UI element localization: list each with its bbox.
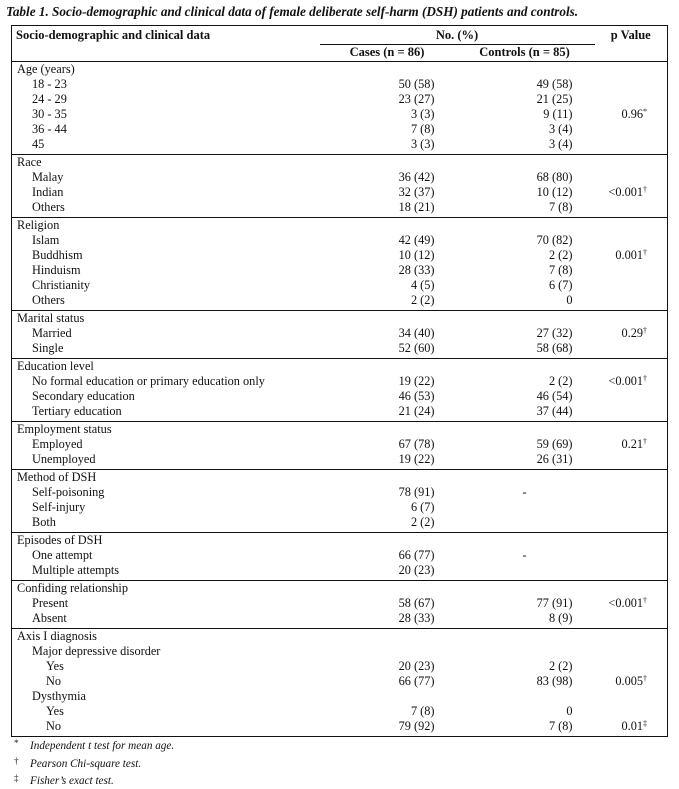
pvalue-cell: [595, 644, 668, 659]
footnote-text: Fisher’s exact test.: [30, 775, 114, 787]
controls-cell: 7 (8): [548, 719, 573, 733]
table-row: [12, 233, 668, 248]
controls-cell: 2 (2): [548, 659, 573, 673]
cases-cell: 19 (22): [398, 374, 435, 388]
table-group: [12, 470, 668, 533]
pvalue-cell: <0.001†: [608, 185, 648, 199]
cases-cell: 20 (23): [398, 563, 435, 577]
table-row: [12, 77, 668, 92]
cases-cell: 3 (3): [410, 107, 435, 121]
pvalue-cell: [595, 92, 668, 107]
table-row: [12, 596, 668, 611]
table-row: [12, 404, 668, 419]
table-row: [12, 248, 668, 263]
pvalue-cell: [595, 704, 668, 719]
table-row: [12, 437, 668, 452]
pvalue-cell: [595, 548, 668, 563]
pvalue-cell: [595, 389, 668, 404]
row-label: Employed: [32, 437, 83, 451]
footnote-mark: *: [14, 738, 19, 748]
cases-cell: 18 (21): [398, 200, 435, 214]
header-pvalue: p Value: [610, 28, 651, 42]
controls-cell: 2 (2): [548, 248, 573, 262]
cases-cell: 19 (22): [398, 452, 435, 466]
table-row: [12, 92, 668, 107]
table-row: [12, 107, 668, 122]
table-row: [12, 389, 668, 404]
cases-cell: 67 (78): [398, 437, 435, 451]
cases-cell: 2 (2): [410, 293, 435, 307]
group-title-row: [12, 533, 668, 549]
cases-cell: 28 (33): [398, 611, 435, 625]
pvalue-cell: [595, 611, 668, 626]
footnote: [14, 736, 174, 754]
pvalue-cell: [595, 689, 668, 704]
table-row: [12, 704, 668, 719]
controls-cell: 3 (4): [548, 122, 573, 136]
table-group: [12, 422, 668, 470]
controls-cell: [455, 689, 595, 704]
table-row: [12, 659, 668, 674]
pvalue-cell: [595, 293, 668, 308]
controls-cell: 2 (2): [548, 374, 573, 388]
header-variable: Socio-demographic and clinical data: [16, 28, 211, 42]
header-cases: Cases (n = 86): [320, 45, 455, 62]
group-title-row: [12, 422, 668, 438]
data-table: [11, 25, 668, 737]
cases-cell: 58 (67): [398, 596, 435, 610]
controls-cell: [455, 644, 595, 659]
controls-cell: 21 (25): [536, 92, 573, 106]
pvalue-cell: 0.96*: [621, 107, 648, 121]
row-label: Self-injury: [32, 500, 86, 514]
pvalue-cell: 0.29†: [621, 326, 648, 340]
table-row: [12, 563, 668, 578]
cases-cell: 28 (33): [398, 263, 435, 277]
row-label: Islam: [32, 233, 60, 247]
pvalue-cell: [595, 77, 668, 92]
row-label: Buddhism: [32, 248, 83, 262]
table-row: [12, 452, 668, 467]
cases-cell: 20 (23): [398, 659, 435, 673]
table-row: [12, 548, 668, 563]
table-row: [12, 122, 668, 137]
controls-cell: 9 (11): [543, 107, 573, 121]
pvalue-cell: [595, 170, 668, 185]
group-title-row: [12, 470, 668, 486]
controls-cell: 37 (44): [536, 404, 573, 418]
row-label: 36 - 44: [32, 122, 67, 136]
footnote-text: Independent t test for mean age.: [30, 740, 175, 752]
footnote: [14, 754, 174, 772]
controls-cell: -: [522, 548, 527, 562]
table-row: [12, 674, 668, 689]
row-label: Tertiary education: [32, 404, 122, 418]
table-row: [12, 326, 668, 341]
pvalue-cell: [595, 515, 668, 530]
pvalue-cell: [595, 659, 668, 674]
table-row: [12, 170, 668, 185]
group-title: Axis I diagnosis: [17, 629, 97, 643]
group-title: Religion: [17, 218, 60, 232]
controls-cell: 49 (58): [536, 77, 573, 91]
group-title: Race: [17, 155, 42, 169]
table-header: [12, 26, 668, 62]
table-row: [12, 719, 668, 734]
controls-cell: 7 (8): [548, 200, 573, 214]
cases-cell: 78 (91): [398, 485, 435, 499]
cases-cell: 66 (77): [398, 674, 435, 688]
table-group: [12, 581, 668, 629]
group-title: Employment status: [17, 422, 112, 436]
cases-cell: 2 (2): [410, 515, 435, 529]
group-title-row: [12, 155, 668, 171]
pvalue-cell: [595, 563, 668, 578]
pvalue-cell: [595, 278, 668, 293]
row-label: 45: [32, 137, 45, 151]
row-label: Present: [32, 596, 69, 610]
row-label: Multiple attempts: [32, 563, 120, 577]
group-title: Method of DSH: [17, 470, 97, 484]
table-row: [12, 185, 668, 200]
table-group: [12, 311, 668, 359]
cases-cell: 6 (7): [410, 500, 435, 514]
table-row: [12, 278, 668, 293]
row-label: One attempt: [32, 548, 93, 562]
controls-cell: 3 (4): [548, 137, 573, 151]
pvalue-cell: [595, 263, 668, 278]
table-group: [12, 533, 668, 581]
controls-cell: 46 (54): [536, 389, 573, 403]
cases-cell: 10 (12): [398, 248, 435, 262]
header-group: No. (%): [435, 28, 479, 42]
row-label: Christianity: [32, 278, 91, 292]
group-title: Education level: [17, 359, 94, 373]
row-label: 30 - 35: [32, 107, 67, 121]
table-row: [12, 644, 668, 659]
table-group: [12, 155, 668, 218]
controls-cell: [455, 500, 595, 515]
row-label: Both: [32, 515, 56, 529]
controls-cell: 27 (32): [536, 326, 573, 340]
pvalue-cell: <0.001†: [608, 596, 648, 610]
pvalue-cell: 0.01‡: [621, 719, 648, 733]
cases-cell: 7 (8): [410, 704, 435, 718]
controls-cell: [455, 563, 595, 578]
cases-cell: 46 (53): [398, 389, 435, 403]
table-row: [12, 515, 668, 530]
group-title-row: [12, 62, 668, 78]
caption-text: Socio-demographic and clinical data of female deliberate self-harm (DSH) patients and controls.: [52, 4, 579, 19]
row-label: Malay: [32, 170, 64, 184]
row-label: 24 - 29: [32, 92, 67, 106]
row-label: Secondary education: [32, 389, 135, 403]
group-title-row: [12, 218, 668, 234]
table-row: [12, 263, 668, 278]
group-title: Episodes of DSH: [17, 533, 103, 547]
caption-label: Table 1.: [6, 4, 49, 19]
controls-cell: 8 (9): [548, 611, 573, 625]
table-row: [12, 341, 668, 356]
table-row: [12, 500, 668, 515]
group-title: Marital status: [17, 311, 85, 325]
row-label: Major depressive disorder: [32, 644, 161, 658]
controls-cell: 0: [566, 293, 573, 307]
header-controls: Controls (n = 85): [455, 45, 595, 62]
table-row: [12, 293, 668, 308]
table-group: [12, 359, 668, 422]
cases-cell: 52 (60): [398, 341, 435, 355]
row-label: Hinduism: [32, 263, 81, 277]
table-row: [12, 200, 668, 215]
table-row: [12, 485, 668, 500]
table-row: [12, 137, 668, 152]
group-title-row: [12, 629, 668, 645]
controls-cell: 58 (68): [536, 341, 573, 355]
row-label: 18 - 23: [32, 77, 67, 91]
controls-cell: 68 (80): [536, 170, 573, 184]
cases-cell: 3 (3): [410, 137, 435, 151]
cases-cell: 36 (42): [398, 170, 435, 184]
cases-cell: 7 (8): [410, 122, 435, 136]
footnote-mark: ‡: [14, 773, 19, 783]
pvalue-cell: [595, 122, 668, 137]
group-title-row: [12, 311, 668, 327]
table-group: [12, 629, 668, 737]
cases-cell: [320, 644, 455, 659]
cases-cell: 23 (27): [398, 92, 435, 106]
row-label: Yes: [46, 659, 64, 673]
table-row: [12, 374, 668, 389]
row-label: Indian: [32, 185, 64, 199]
row-label: Single: [32, 341, 64, 355]
cases-cell: 32 (37): [398, 185, 435, 199]
table-caption: [6, 4, 578, 20]
row-label: Absent: [32, 611, 67, 625]
row-label: Others: [32, 200, 65, 214]
pvalue-cell: [595, 404, 668, 419]
pvalue-cell: [595, 200, 668, 215]
controls-cell: 59 (69): [536, 437, 573, 451]
cases-cell: [320, 689, 455, 704]
cases-cell: 79 (92): [398, 719, 435, 733]
controls-cell: 6 (7): [548, 278, 573, 292]
controls-cell: 70 (82): [536, 233, 573, 247]
pvalue-cell: [595, 341, 668, 356]
pvalue-cell: <0.001†: [608, 374, 648, 388]
controls-cell: -: [522, 485, 527, 499]
cases-cell: 50 (58): [398, 77, 435, 91]
controls-cell: 7 (8): [548, 263, 573, 277]
controls-cell: 0: [566, 704, 573, 718]
controls-cell: [455, 515, 595, 530]
table-row: [12, 611, 668, 626]
pvalue-cell: [595, 485, 668, 500]
row-label: No formal education or primary education only: [32, 374, 265, 388]
pvalue-cell: 0.21†: [621, 437, 648, 451]
footnote-mark: †: [14, 755, 19, 766]
row-label: No: [46, 719, 62, 733]
pvalue-cell: 0.005†: [615, 674, 648, 688]
row-label: Unemployed: [32, 452, 96, 466]
row-label: Yes: [46, 704, 64, 718]
pvalue-cell: 0.001†: [615, 248, 648, 262]
row-label: No: [46, 674, 62, 688]
table-group: [12, 218, 668, 311]
group-title-row: [12, 359, 668, 375]
footnote-text: Pearson Chi-square test.: [30, 757, 142, 770]
row-label: Others: [32, 293, 65, 307]
controls-cell: 26 (31): [536, 452, 573, 466]
controls-cell: 83 (98): [536, 674, 573, 688]
footnote: [14, 771, 174, 789]
pvalue-cell: [595, 500, 668, 515]
controls-cell: 77 (91): [536, 596, 573, 610]
row-label: Dysthymia: [32, 689, 86, 703]
cases-cell: 21 (24): [398, 404, 435, 418]
group-title: Age (years): [17, 62, 75, 76]
table-row: [12, 689, 668, 704]
cases-cell: 34 (40): [398, 326, 435, 340]
row-label: Self-poisoning: [32, 485, 105, 499]
group-title-row: [12, 581, 668, 597]
table-group: [12, 62, 668, 155]
pvalue-cell: [595, 452, 668, 467]
cases-cell: 4 (5): [410, 278, 435, 292]
cases-cell: 66 (77): [398, 548, 435, 562]
pvalue-cell: [595, 233, 668, 248]
row-label: Married: [32, 326, 72, 340]
pvalue-cell: [595, 137, 668, 152]
group-title: Confiding relationship: [17, 581, 129, 595]
controls-cell: 10 (12): [536, 185, 573, 199]
cases-cell: 42 (49): [398, 233, 435, 247]
